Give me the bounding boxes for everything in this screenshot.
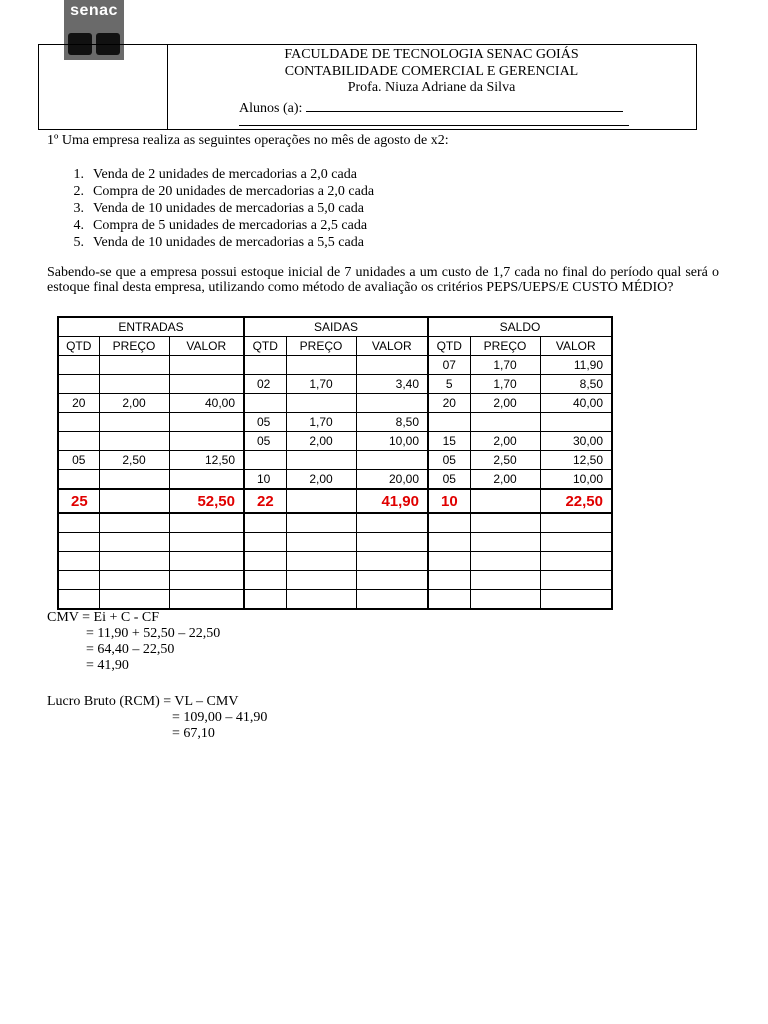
table-cell (540, 413, 612, 432)
empty-row (58, 571, 612, 590)
table-cell: 11,90 (540, 356, 612, 375)
table-cell (99, 432, 169, 451)
cmv-step-1: = 11,90 + 52,50 – 22,50 (86, 626, 221, 641)
table-cell (356, 356, 428, 375)
table-row (58, 432, 612, 451)
table-row (58, 356, 612, 375)
table-cell (286, 356, 356, 375)
column-header: VALOR (356, 337, 428, 356)
empty-cell (356, 533, 428, 552)
total-cell (286, 489, 356, 513)
column-header: PREÇO (99, 337, 169, 356)
column-header: PREÇO (286, 337, 356, 356)
group-header-entradas: ENTRADAS (58, 317, 244, 337)
alunos-underline (306, 97, 623, 112)
table-cell (99, 470, 169, 490)
empty-cell (428, 513, 470, 533)
table-cell (286, 394, 356, 413)
professor-name: Profa. Niuza Adriane da Silva (347, 80, 516, 95)
table-cell (99, 413, 169, 432)
table-cell: 02 (244, 375, 286, 394)
empty-cell (169, 571, 244, 590)
table-cell (169, 375, 244, 394)
alunos-underline-2 (239, 125, 629, 126)
table-cell: 2,00 (470, 394, 540, 413)
empty-cell (169, 513, 244, 533)
empty-cell (356, 590, 428, 610)
table-cell (58, 356, 99, 375)
empty-cell (169, 533, 244, 552)
table-cell: 2,00 (99, 394, 169, 413)
table-cell (286, 451, 356, 470)
operation-number: 4. (73, 218, 84, 233)
table-cell: 10,00 (356, 432, 428, 451)
table-cell (169, 413, 244, 432)
table-cell: 40,00 (540, 394, 612, 413)
table-row (58, 470, 612, 490)
table-row (58, 394, 612, 413)
table-cell (244, 451, 286, 470)
table-cell (169, 470, 244, 490)
empty-cell (99, 533, 169, 552)
totals-row (58, 489, 612, 513)
header-box (38, 44, 697, 130)
empty-cell (470, 552, 540, 571)
column-header: VALOR (169, 337, 244, 356)
table-cell: 20 (428, 394, 470, 413)
alunos-field (239, 97, 623, 117)
table-cell (169, 356, 244, 375)
group-header-saidas: SAIDAS (244, 317, 428, 337)
column-header: VALOR (540, 337, 612, 356)
table-cell: 12,50 (540, 451, 612, 470)
table-cell: 2,00 (470, 432, 540, 451)
empty-cell (58, 552, 99, 571)
table-cell: 20,00 (356, 470, 428, 490)
table-cell: 12,50 (169, 451, 244, 470)
empty-cell (58, 571, 99, 590)
empty-cell (169, 552, 244, 571)
empty-cell (244, 533, 286, 552)
table-cell (99, 375, 169, 394)
empty-cell (428, 552, 470, 571)
cmv-step-2: = 64,40 – 22,50 (86, 642, 175, 657)
operation-number: 1. (73, 167, 84, 182)
empty-cell (286, 552, 356, 571)
table-cell: 8,50 (540, 375, 612, 394)
empty-cell (470, 571, 540, 590)
operation-number: 5. (73, 235, 84, 250)
column-header: QTD (428, 337, 470, 356)
table-cell: 2,50 (99, 451, 169, 470)
cmv-result: = 41,90 (86, 658, 129, 673)
table-cell (356, 451, 428, 470)
table-cell (169, 432, 244, 451)
table-cell: 3,40 (356, 375, 428, 394)
table-cell: 1,70 (470, 375, 540, 394)
empty-cell (286, 513, 356, 533)
table-cell: 05 (428, 470, 470, 490)
total-cell: 25 (58, 489, 99, 513)
empty-cell (428, 571, 470, 590)
course-name: CONTABILIDADE COMERCIAL E GERENCIAL (284, 64, 579, 79)
total-cell: 10 (428, 489, 470, 513)
table-cell: 8,50 (356, 413, 428, 432)
operation-number: 2. (73, 184, 84, 199)
table-row (58, 451, 612, 470)
table-cell (470, 413, 540, 432)
empty-cell (356, 513, 428, 533)
table-cell (356, 394, 428, 413)
table-cell: 2,00 (286, 470, 356, 490)
column-header: QTD (244, 337, 286, 356)
empty-cell (470, 533, 540, 552)
empty-cell (99, 552, 169, 571)
table-cell: 15 (428, 432, 470, 451)
total-cell: 22,50 (540, 489, 612, 513)
empty-cell (244, 571, 286, 590)
table-group-header (58, 317, 612, 337)
empty-cell (356, 571, 428, 590)
total-cell: 52,50 (169, 489, 244, 513)
cmv-formula: CMV = Ei + C - CF (47, 610, 159, 625)
empty-cell (428, 590, 470, 610)
operation-text: Compra de 5 unidades de mercadorias a 2,5 cada (93, 218, 368, 233)
table-cell: 1,70 (286, 375, 356, 394)
question-paragraph: Sabendo-se que a empresa possui estoque inicial de 7 unidades a um custo de 1,7 cada no final do período qual será o estoque final desta empresa, utilizando como método de avaliação os critérios PEPS/UEPS/E CUSTO MÉDIO? (47, 265, 719, 295)
table-cell: 2,00 (286, 432, 356, 451)
table-cell: 30,00 (540, 432, 612, 451)
total-cell: 41,90 (356, 489, 428, 513)
empty-cell (470, 590, 540, 610)
table-cell (244, 394, 286, 413)
institution-name: FACULDADE DE TECNOLOGIA SENAC GOIÁS (284, 47, 579, 62)
table-cell (99, 356, 169, 375)
empty-cell (286, 590, 356, 610)
table-cell: 05 (244, 413, 286, 432)
empty-cell (244, 590, 286, 610)
table-cell: 20 (58, 394, 99, 413)
empty-cell (428, 533, 470, 552)
table-cell: 07 (428, 356, 470, 375)
empty-row (58, 533, 612, 552)
table-cell: 1,70 (470, 356, 540, 375)
empty-cell (540, 513, 612, 533)
empty-cell (244, 552, 286, 571)
table-cell: 2,00 (470, 470, 540, 490)
group-header-saldo: SALDO (428, 317, 612, 337)
table-cell: 40,00 (169, 394, 244, 413)
empty-cell (470, 513, 540, 533)
table-cell: 10 (244, 470, 286, 490)
empty-cell (540, 552, 612, 571)
empty-row (58, 513, 612, 533)
empty-cell (244, 513, 286, 533)
table-subheader (58, 337, 612, 356)
table-cell (244, 356, 286, 375)
empty-cell (58, 590, 99, 610)
table-cell (58, 375, 99, 394)
table-cell (428, 413, 470, 432)
inventory-table (57, 316, 613, 610)
column-header: PREÇO (470, 337, 540, 356)
empty-row (58, 552, 612, 571)
table-cell (58, 413, 99, 432)
empty-cell (58, 533, 99, 552)
empty-cell (58, 513, 99, 533)
operation-text: Compra de 20 unidades de mercadorias a 2,0 cada (93, 184, 375, 199)
lucro-result: = 67,10 (172, 726, 215, 741)
empty-cell (286, 533, 356, 552)
logo-text: senac (70, 2, 118, 19)
lucro-formula: Lucro Bruto (RCM) = VL – CMV (47, 694, 239, 709)
empty-row (58, 590, 612, 610)
empty-cell (540, 590, 612, 610)
table-cell: 1,70 (286, 413, 356, 432)
column-header: QTD (58, 337, 99, 356)
empty-cell (99, 513, 169, 533)
empty-cell (356, 552, 428, 571)
operation-text: Venda de 2 unidades de mercadorias a 2,0 cada (93, 167, 357, 182)
total-cell (470, 489, 540, 513)
table-cell: 5 (428, 375, 470, 394)
table-cell: 05 (244, 432, 286, 451)
table-cell: 2,50 (470, 451, 540, 470)
table-row (58, 413, 612, 432)
empty-cell (99, 590, 169, 610)
operation-text: Venda de 10 unidades de mercadorias a 5,0 cada (93, 201, 364, 216)
table-cell: 05 (428, 451, 470, 470)
total-cell (99, 489, 169, 513)
alunos-label: Alunos (a): (239, 101, 303, 116)
empty-cell (169, 590, 244, 610)
question-intro: 1º Uma empresa realiza as seguintes operações no mês de agosto de x2: (47, 133, 449, 148)
empty-cell (99, 571, 169, 590)
lucro-step-1: = 109,00 – 41,90 (172, 710, 268, 725)
table-row (58, 375, 612, 394)
operation-text: Venda de 10 unidades de mercadorias a 5,5 cada (93, 235, 364, 250)
empty-cell (286, 571, 356, 590)
operation-number: 3. (73, 201, 84, 216)
empty-cell (540, 533, 612, 552)
table-cell: 10,00 (540, 470, 612, 490)
empty-cell (540, 571, 612, 590)
table-cell: 05 (58, 451, 99, 470)
table-cell (58, 470, 99, 490)
table-cell (58, 432, 99, 451)
total-cell: 22 (244, 489, 286, 513)
